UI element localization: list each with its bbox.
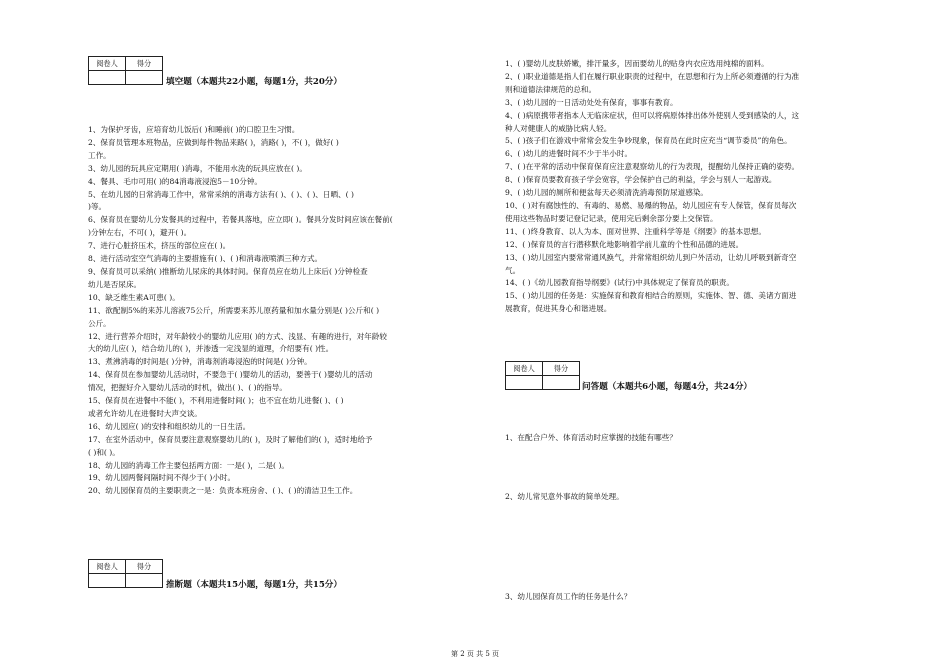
- question-line: 1、( )婴幼儿皮肤娇嫩，排汗量多，因而要幼儿的贴身内衣应选用纯棉的面料。: [505, 59, 769, 68]
- qa-question-3: [505, 591, 631, 604]
- score-label: 得分: [543, 362, 580, 376]
- question-line: 16、幼儿园应( )的安排和组织幼儿的一日生活。: [88, 421, 251, 431]
- question-line: 种人对健康人的威胁比病人轻。: [505, 123, 612, 133]
- question-line: 17、在室外活动中，保育员要注意观察婴幼儿的( )，及时了解他们的( )，适时地给予: [88, 434, 373, 444]
- question-line: 6、( )幼儿的进餐时间不少于半小时。: [505, 149, 633, 159]
- question-line: 3、( )幼儿园的一日活动处处有保育，事事有教育。: [505, 97, 678, 107]
- score-cell: [126, 574, 163, 588]
- question-line: 或者允许幼儿在进餐时大声交谈。: [88, 408, 202, 418]
- score-cell: [126, 71, 163, 85]
- question-line: 11、( )终身教育、以人为本、面对世界、注重科学等是《纲要》的基本思想。: [505, 226, 766, 236]
- score-box-judge: [88, 559, 163, 588]
- question-line: 3、幼儿园的玩具应定期用( )消毒，不能用水洗的玩具应放在( )。: [88, 163, 307, 173]
- question-line: )等。: [88, 202, 107, 212]
- judge-question-list: [505, 58, 905, 316]
- qa-question-text: 1、在配合户外、体育活动时应掌握的技能有哪些？: [505, 433, 677, 442]
- grader-cell: [89, 574, 126, 588]
- question-line: 8、进行活动室空气消毒的主要措施有( )、( )和消毒液喷洒三种方式。: [88, 254, 323, 264]
- question-line: 2、( )职业道德是指人们在履行职业职责的过程中，在思想和行为上所必须遵循的行为准: [505, 71, 800, 81]
- question-line: 9、( )幼儿园的厕所和便盆每天必须清洗消毒预防尿道感染。: [505, 188, 709, 198]
- question-line: 7、( )在平常的活动中保育保育应注意观察幼儿的行为表现，提醒幼儿保持正确的姿势。: [505, 162, 800, 172]
- question-line: 14、( )《幼儿园教育指导纲要》(试行)中具体规定了保育员的职责。: [505, 278, 734, 288]
- grader-label: 阅卷人: [506, 362, 543, 376]
- qa-question-2: [505, 491, 624, 504]
- page-footer: 第 2 页 共 5 页: [450, 650, 500, 658]
- question-line: 气。: [505, 265, 521, 275]
- question-line: 12、( )保育员的言行潜移默化地影响着学前儿童的个性和品德的进展。: [505, 239, 744, 249]
- qa-question-text: 3、幼儿园保育员工作的任务是什么？: [505, 592, 632, 601]
- question-line: 14、保育员在参加婴幼儿活动时，不要急于( )婴幼儿的活动，要善于( )婴幼儿的活动: [88, 370, 373, 380]
- qa-question-text: 2、幼儿常见意外事故的简单处理。: [505, 492, 624, 501]
- section-title-fill: 填空题（本题共22小题，每题1分，共20分）: [166, 77, 342, 87]
- score-label: 得分: [126, 560, 163, 574]
- question-line: 15、( )幼儿园的任务是：实施保育和教育相结合的原则，实施体、智、德、美诸方面进: [505, 291, 797, 301]
- question-line: 19、幼儿园两餐间隔时间不得少于( )小时。: [88, 473, 236, 483]
- question-line: 18、幼儿园的消毒工作主要包括两方面：一是( )，二是( )。: [88, 460, 289, 470]
- question-line: )分钟左右，不可( )，避开( )。: [88, 228, 192, 238]
- question-line: 幼儿是否尿床。: [88, 279, 142, 289]
- qa-question-1: [505, 432, 677, 445]
- question-line: 4、餐具、毛巾可用( )的84消毒液浸泡5－10分钟。: [88, 176, 263, 186]
- question-line: 5、( )孩子们在游戏中常常会发生争吵现象，保育员在此时应充当“调节委员”的角色。: [505, 136, 792, 146]
- question-line: 15、保育员在进餐中不能( )，不利用进餐时间( )；也不宜在幼儿进餐( )、( ): [88, 396, 344, 406]
- question-line: 展教育，促进其身心和谐进展。: [505, 304, 612, 314]
- fill-question-list: [88, 124, 493, 498]
- question-line: ( )和( )。: [88, 447, 120, 457]
- question-line: 1、为保护牙齿，应培育幼儿饭后( )和睡前( )的口腔卫生习惯。: [88, 125, 300, 134]
- question-line: 情况，把握好介入婴幼儿活动的时机，做出( )、( )的指导。: [88, 383, 287, 393]
- score-label: 得分: [126, 57, 163, 71]
- score-box-fill: [88, 56, 163, 85]
- question-line: 9、保育员可以采纳( )推断幼儿尿床的具体时间。保育员应在幼儿上床后( )分钟检查: [88, 266, 368, 276]
- score-cell: [543, 376, 580, 390]
- grader-cell: [89, 71, 126, 85]
- question-line: 5、在幼儿园的日常消毒工作中，常常采纳的消毒方法有( )、( )、( )、日晒、( ): [88, 189, 354, 199]
- grader-cell: [506, 376, 543, 390]
- question-line: 2、保育员管理本班物品，应做到每件物品来路( )，消路( )，不( )，做好( ): [88, 137, 339, 147]
- question-line: 使用这些物品时要记登记记录，使用完后剩余部分要上交保管。: [505, 213, 718, 223]
- section-title-judge: 推断题（本题共15小题，每题1分，共15分）: [166, 580, 342, 590]
- section-title-qa: 问答题（本题共6小题，每题4分，共24分）: [582, 382, 753, 392]
- question-line: 10、缺乏维生素A可患( )。: [88, 292, 180, 302]
- question-line: 10、( )对有腐蚀性的、有毒的、易燃、易爆的物品，幼儿园应有专人保管，保育员每次: [505, 200, 797, 210]
- question-line: 工作。: [88, 150, 111, 160]
- question-line: 6、保育员在婴幼儿分发餐具的过程中，若餐具落地，应立即( )。餐具分发时间应该在餐前(: [88, 215, 393, 225]
- grader-label: 阅卷人: [89, 57, 126, 71]
- question-line: 4、( )病原携带者指本人无临床症状，但可以将病原体排出体外使别人受到感染的人，这: [505, 110, 800, 120]
- question-line: 11、欲配制5%的来苏儿溶液75公斤，所需要来苏儿原药量和加水量分别是( )公斤和( ): [88, 305, 380, 315]
- question-line: 13、煮沸消毒的时间是( )分钟，消毒剂消毒浸泡的时间是( )分钟。: [88, 357, 312, 367]
- question-line: 公斤。: [88, 318, 111, 328]
- question-line: 7、进行心脏挤压术，挤压的部位应在( )。: [88, 241, 231, 251]
- grader-label: 阅卷人: [89, 560, 126, 574]
- score-box-qa: [505, 361, 580, 390]
- question-line: 8、( )保育员要教育孩子学会宽容，学会保护自己的利益，学会与别人一起游戏。: [505, 175, 777, 185]
- question-line: 13、( )幼儿园室内要常常通风换气，并常常组织幼儿到户外活动，让幼儿呼吸到新奇空: [505, 252, 797, 262]
- question-line: 大的幼儿应( )，结合幼儿的( )，并渗透一定浅显的道理，介绍要有( )性。: [88, 344, 334, 354]
- question-line: 12、进行营养介绍时，对年龄较小的婴幼儿应用( )的方式、浅显、有趣的进行，对年龄较: [88, 331, 387, 341]
- question-line: 20、幼儿园保育员的主要职责之一是：负责本班房舍、( )、( )的清洁卫生工作。: [88, 486, 358, 496]
- question-line: 则和道德法律规范的总和。: [505, 84, 597, 94]
